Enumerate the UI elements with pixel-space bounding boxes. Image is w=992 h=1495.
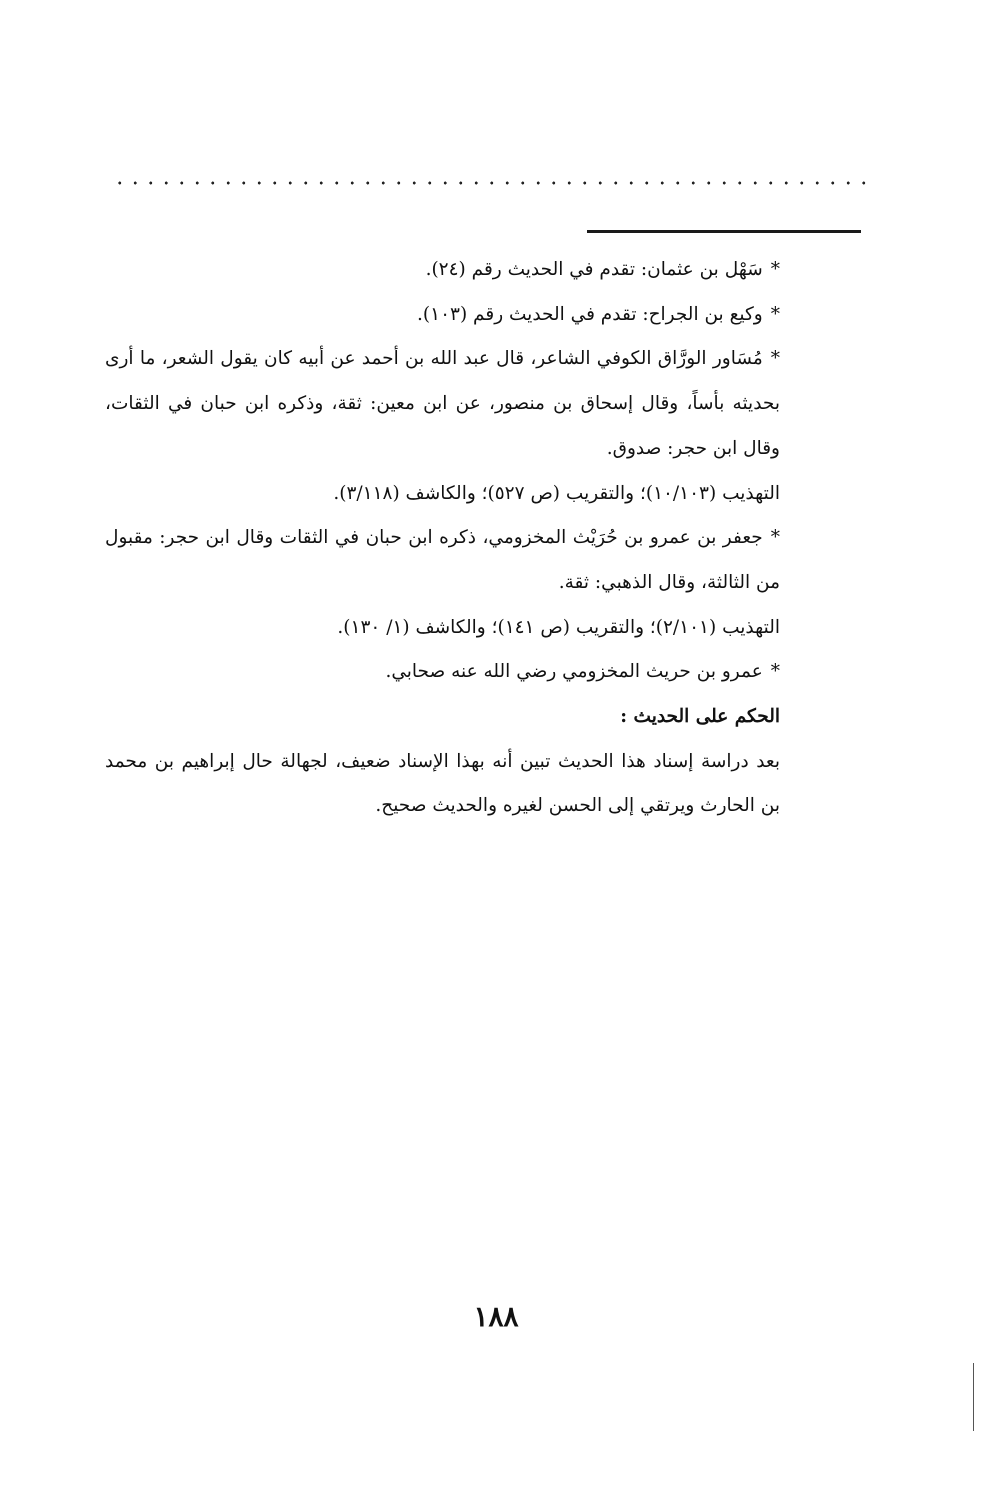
reference-text: التهذيب (٢/١٠١)؛ والتقريب (ص ١٤١)؛ والكاشف (١/ ١٣٠). (337, 616, 780, 638)
section-rule (587, 230, 861, 233)
bullet-asterisk: * (770, 303, 780, 325)
reference-text: التهذيب (١٠/١٠٣)؛ والتقريب (ص ٥٢٧)؛ والكاشف (٣/١١٨). (333, 482, 780, 504)
margin-line (973, 1363, 974, 1431)
note-jafar-ibn-amr (105, 516, 780, 605)
note-sahl-ibn-uthman (105, 248, 780, 293)
reference-line-jafar (105, 606, 780, 651)
dotted-separator (112, 176, 872, 190)
note-text: مُسَاور الورَّاق الكوفي الشاعر، قال عبد الله بن أحمد عن أبيه كان يقول الشعر، ما أرى بحديثه بأساً، وقال إسحاق بن منصور، عن ابن معين: ثقة، وذكره ابن حبان في الثقات، وقال ابن حجر: صدوق. (105, 348, 780, 459)
bullet-asterisk: * (770, 661, 780, 683)
page-number: ١٨٨ (473, 1300, 519, 1333)
note-waki-ibn-al-jarrah (105, 293, 780, 338)
bullet-asterisk: * (770, 259, 780, 280)
narrator-notes (105, 248, 780, 829)
ruling-text: بعد دراسة إسناد هذا الحديث تبين أنه بهذا الإسناد ضعيف، لجهالة حال إبراهيم بن محمد بن الحارث ويرتقي إلى الحسن لغيره والحديث صحيح. (105, 750, 780, 817)
bullet-asterisk: * (770, 527, 780, 549)
note-musawir-al-warraq (105, 337, 780, 471)
note-text: عمرو بن حريث المخزومي رضي الله عنه صحابي. (385, 661, 763, 683)
note-text: جعفر بن عمرو بن حُرَيْث المخزومي، ذكره ابن حبان في الثقات وقال ابن حجر: مقبول من الثالثة، وقال الذهبي: ثقة. (105, 527, 780, 593)
note-text: وكيع بن الجراح: تقدم في الحديث رقم (١٠٣). (417, 303, 763, 325)
note-text: سَهْل بن عثمان: تقدم في الحديث رقم (٢٤). (425, 259, 763, 280)
reference-line-musawir (105, 472, 780, 517)
ruling-heading: الحكم على الحديث : (620, 706, 780, 728)
note-amr-ibn-hurayth (105, 650, 780, 695)
bullet-asterisk: * (770, 348, 780, 370)
